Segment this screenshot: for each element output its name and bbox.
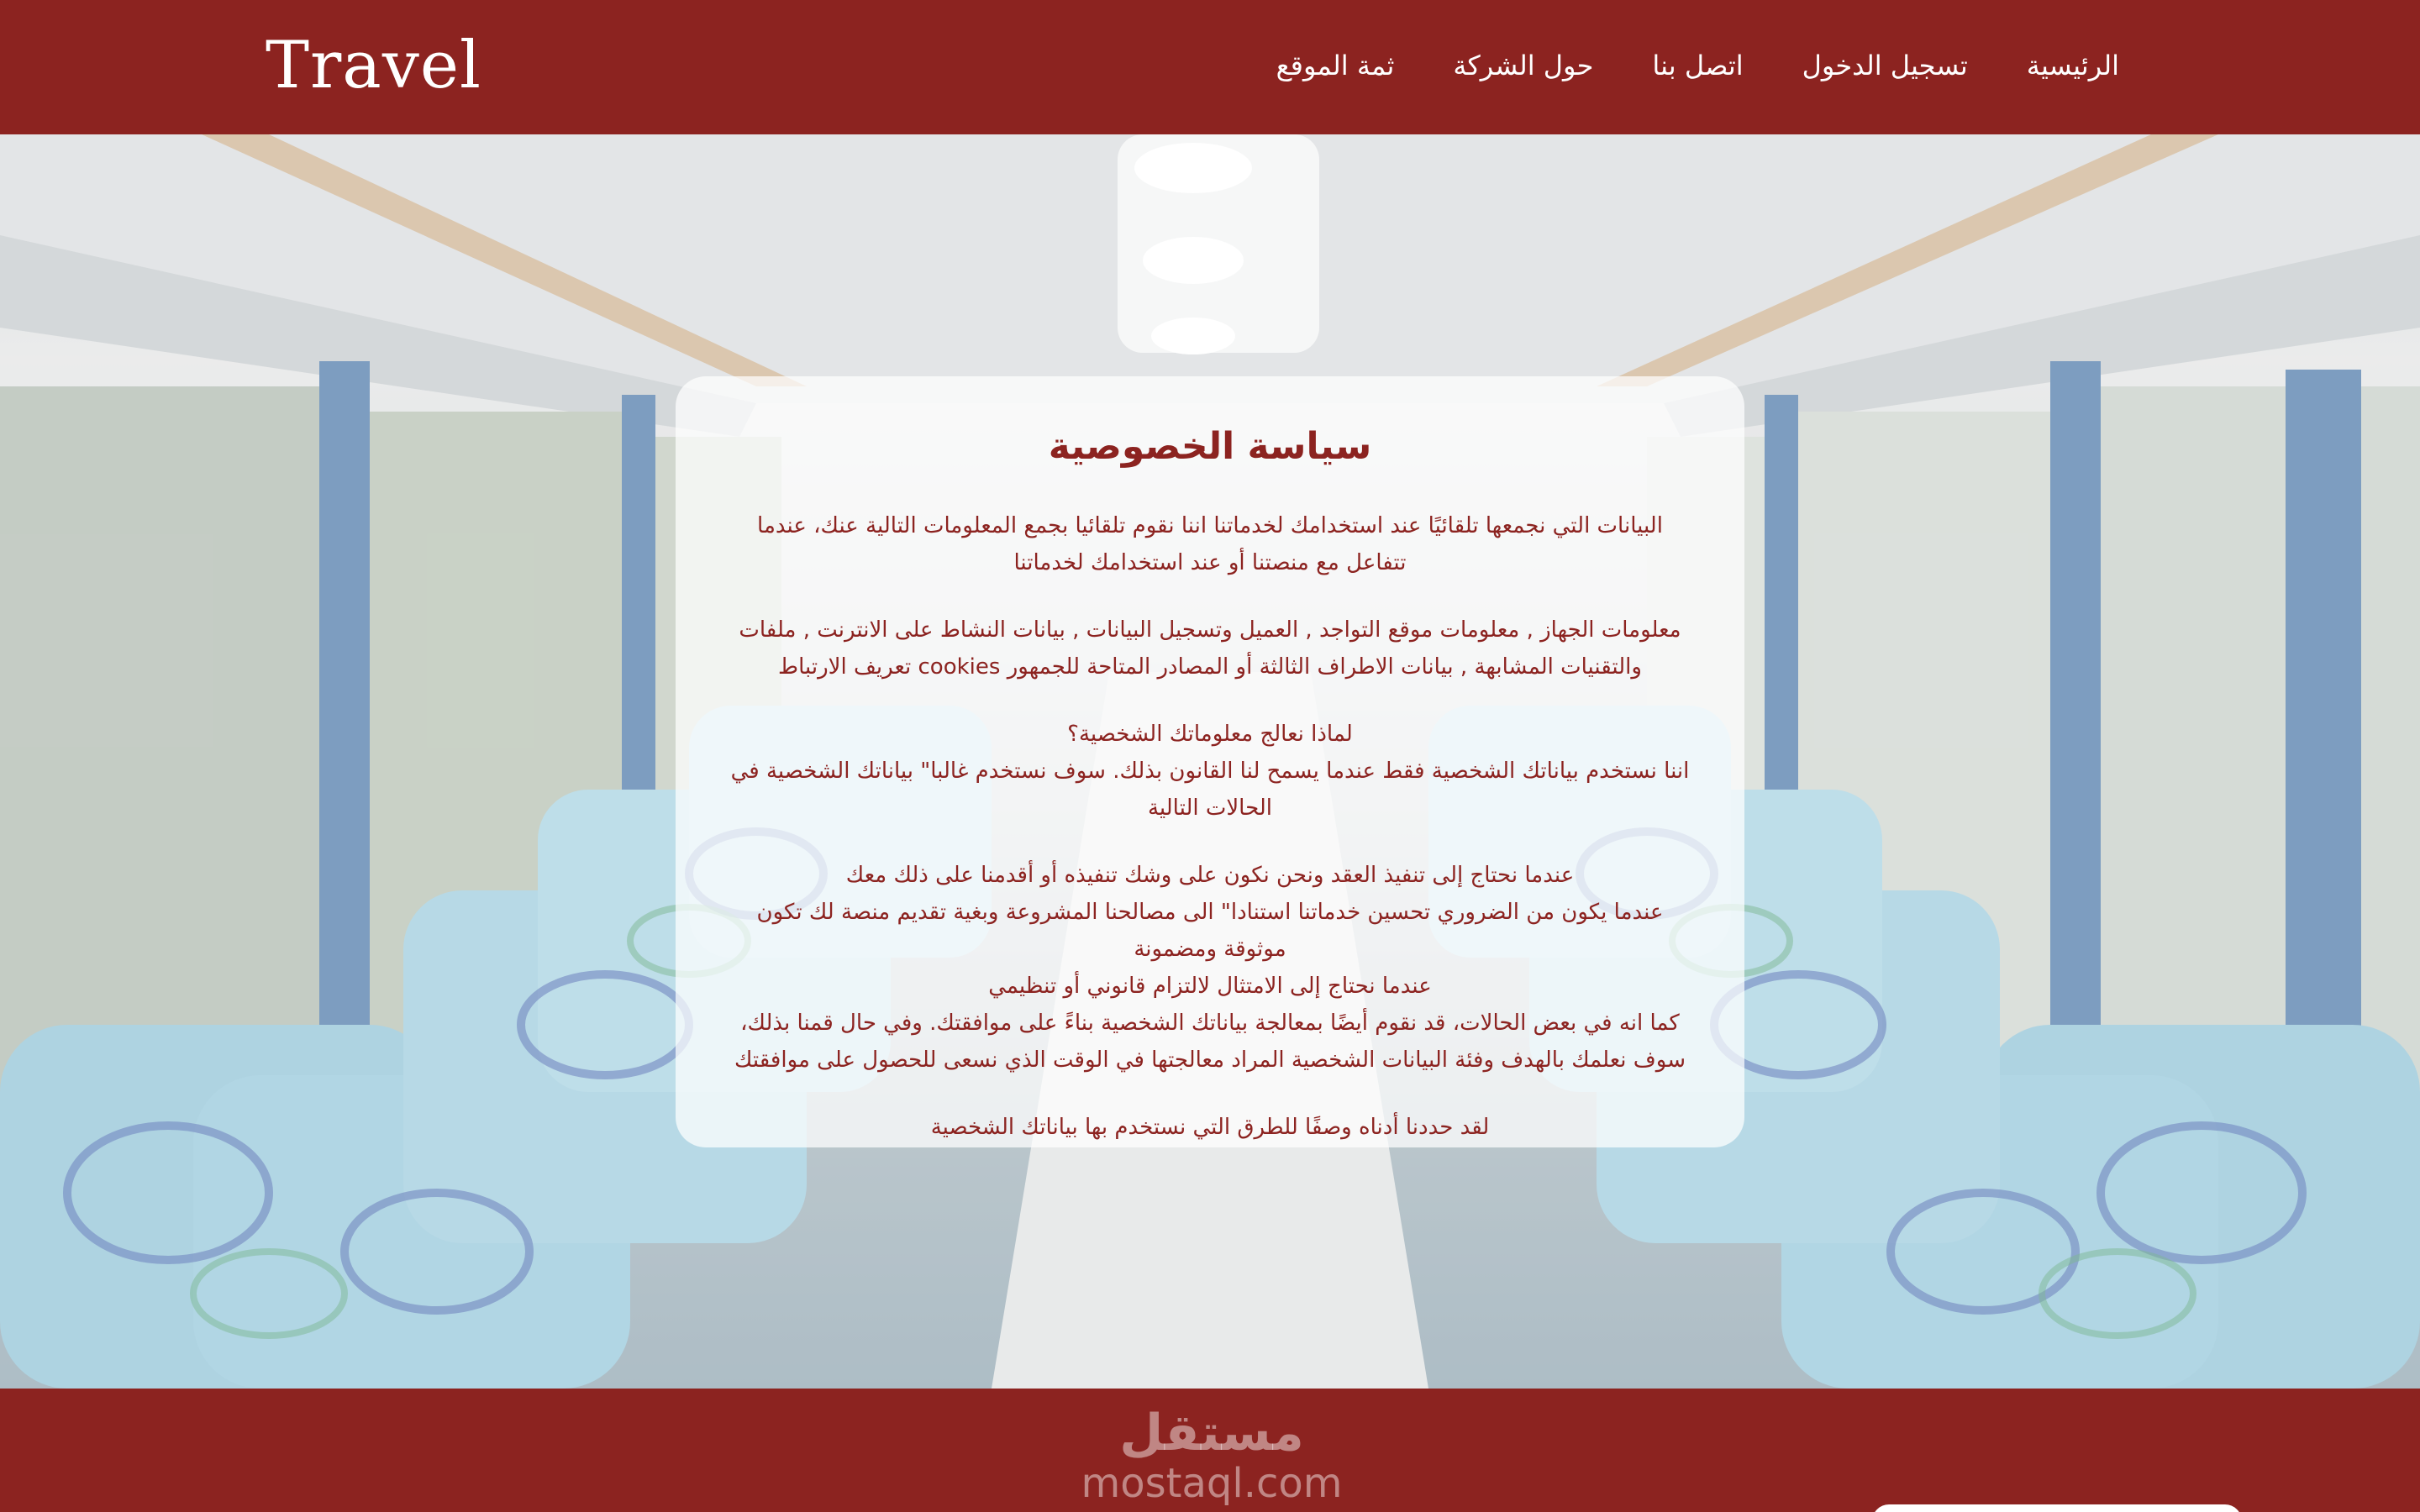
privacy-policy-title: سياسة الخصوصية <box>1048 425 1372 468</box>
usage-description-text: لقد حددنا أدناه وصفًا للطرق التي نستخدم بها بياناتك الشخصية <box>930 1115 1490 1140</box>
site-header <box>0 0 2420 134</box>
why-process-heading: لماذا نعالج معلوماتك الشخصية؟ <box>1067 722 1353 747</box>
legal-obligation-text: عندما نحتاج إلى الامتثال لالتزام قانوني أو تنظيمي <box>988 974 1432 999</box>
main-nav <box>1276 42 2119 89</box>
site-footer <box>0 1389 2420 1512</box>
collected-info-list-text: معلومات الجهاز , معلومات موقع التواجد , العميل وتسجيل البيانات , بيانات النشاط على الانترنت , ملفات والتقنيات المشابهة , بيانات الاطراف الثالثة أو المصادر المتاحة للجمهور cookies تعريف الارتباط <box>739 617 1681 680</box>
watermark-arabic: مستقل <box>1119 1404 1304 1462</box>
auto-collected-data-text: البيانات التي نجمعها تلقائيًا عند استخدامك لخدماتنا اننا نقوم تلقائيا بجمع المعلومات التالية عنك، عندما تتفاعل مع منصتنا أو عند استخدامك لخدماتنا <box>757 513 1663 575</box>
why-process-text: اننا نستخدم بياناتك الشخصية فقط عندما يسمح لنا القانون بذلك. سوف نستخدم غالبا" بياناتك الشخصية في الحالات التالية <box>730 759 1690 821</box>
site-logo[interactable]: Travel <box>266 28 481 103</box>
legitimate-interest-text: عندما يكون من الضروري تحسين خدماتنا استنادا" الى مصالحنا المشروعة وبغية تقديم منصة لك تكون موثوقة ومضمونة <box>756 900 1664 962</box>
consent-text: كما انه في بعض الحالات، قد نقوم أيضًا بمعالجة بياناتك الشخصية بناءً على موافقتك. وفي حال قمنا بذلك، سوف نعلمك بالهدف وفئة البيانات الشخصية المراد معالجتها في الوقت الذي نسعى للحصول على موافقتك <box>734 1011 1686 1073</box>
privacy-policy-card <box>676 376 1744 1147</box>
nav-login[interactable]: تسجيل الدخول <box>1802 50 1968 81</box>
mostaql-watermark <box>1060 1405 1363 1506</box>
chat-widget-tab[interactable] <box>1872 1504 2242 1512</box>
nav-home[interactable]: الرئيسية <box>2026 50 2119 81</box>
watermark-domain: mostaql.com <box>1081 1460 1343 1507</box>
contract-case-text: عندما نحتاج إلى تنفيذ العقد ونحن نكون على وشك تنفيذه أو أقدمنا على ذلك معك <box>845 863 1575 888</box>
nav-about[interactable]: حول الشركة <box>1453 50 1594 81</box>
nav-contact[interactable]: اتصل بنا <box>1652 50 1744 81</box>
nav-sitemap[interactable]: ثمة الموقع <box>1276 50 1395 81</box>
